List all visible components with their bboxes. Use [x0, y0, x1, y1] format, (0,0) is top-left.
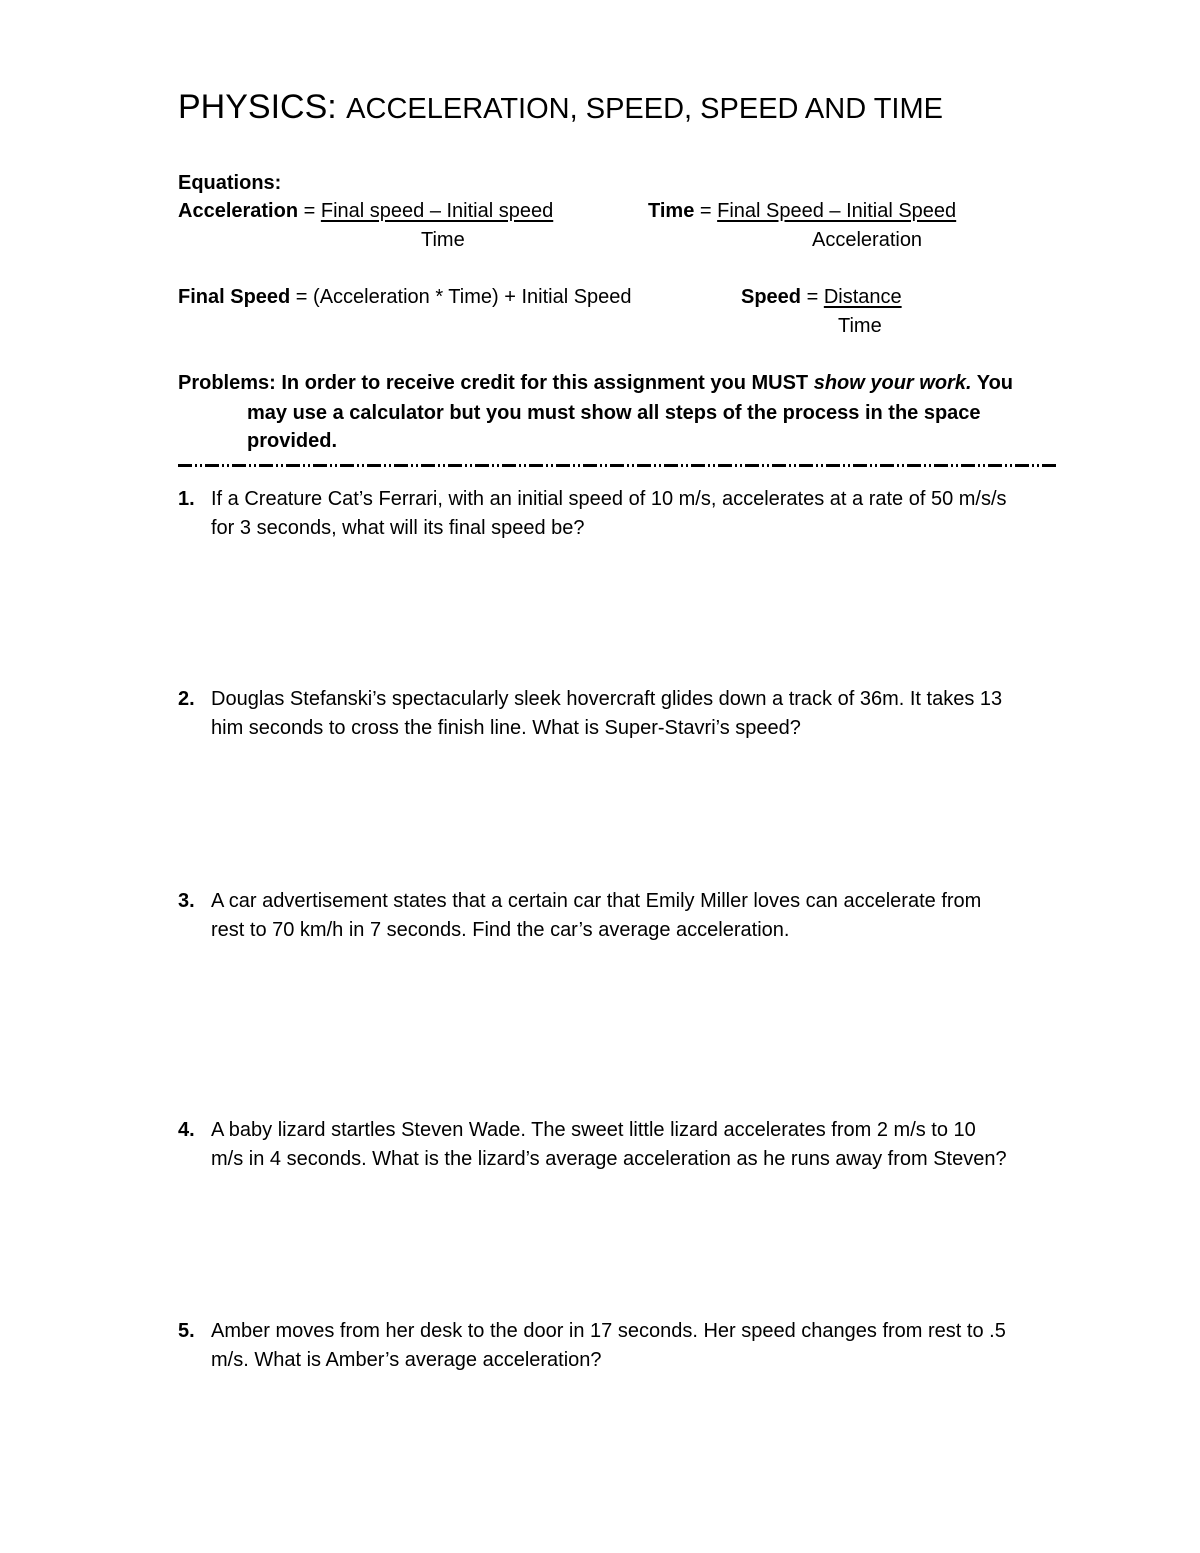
equation-final-speed [178, 286, 632, 309]
problem-text-line-2: m/s. What is Amber’s average acceleration? [211, 1349, 602, 1371]
problem-item [178, 688, 1003, 739]
instructions-line-1 [178, 372, 1013, 395]
problem-number: 3. [178, 890, 195, 912]
equation-expression: = (Acceleration * Time) + Initial Speed [290, 286, 632, 308]
equation-label: Acceleration [178, 200, 299, 222]
instructions-emphasis: show your work. [813, 372, 972, 394]
equation-denominator: Time [421, 229, 465, 251]
problem-item [178, 488, 1007, 539]
dashed-divider [178, 464, 1059, 467]
problem-number: 1. [178, 488, 195, 510]
equation-label: Time [648, 200, 695, 222]
equals-sign: = [694, 200, 718, 222]
equation-numerator: Final Speed – Initial Speed [717, 200, 957, 222]
equals-sign: = [298, 200, 321, 222]
problem-text-line-1: Douglas Stefanski’s spectacularly sleek hovercraft glides down a track of 36m. It takes 13 [211, 688, 1003, 710]
instructions-line-3: provided. [247, 430, 338, 452]
equation-denominator: Time [838, 315, 882, 337]
equations-heading: Equations: [178, 172, 282, 194]
title-main: PHYSICS: [178, 88, 347, 126]
equation-label: Speed [741, 286, 802, 308]
problem-text-line-1: Amber moves from her desk to the door in 17 seconds. Her speed changes from rest to .5 [211, 1320, 1006, 1342]
title-rest: ACCELERATION, SPEED, SPEED AND TIME [346, 93, 943, 125]
problem-text-line-2: m/s in 4 seconds. What is the lizard’s average acceleration as he runs away from Steven? [211, 1148, 1007, 1170]
problem-item [178, 1119, 1007, 1170]
problem-text-line-2: for 3 seconds, what will its final speed be? [211, 517, 585, 539]
problem-item [178, 890, 982, 941]
problem-number: 2. [178, 688, 195, 710]
equation-label: Final Speed [178, 286, 291, 308]
equation-time [648, 200, 956, 223]
problem-number: 4. [178, 1119, 195, 1141]
instructions-label: Problems: [178, 372, 276, 394]
problem-number: 5. [178, 1320, 195, 1342]
problem-text-line-1: If a Creature Cat’s Ferrari, with an initial speed of 10 m/s, accelerates at a rate of 50 m/s/s [211, 488, 1007, 510]
instructions-text: In order to receive credit for this assignment you MUST [275, 372, 814, 394]
equation-speed [741, 286, 902, 309]
equation-numerator: Final speed – Initial speed [320, 200, 554, 222]
page-title [178, 88, 943, 127]
instructions-text: You [971, 372, 1013, 394]
problem-text-line-2: rest to 70 km/h in 7 seconds. Find the car’s average acceleration. [211, 919, 790, 941]
problem-text-line-2: him seconds to cross the finish line. What is Super-Stavri’s speed? [211, 717, 801, 739]
problem-item [178, 1320, 1006, 1371]
equation-numerator: Distance [823, 286, 902, 308]
problem-text-line-1: A car advertisement states that a certain car that Emily Miller loves can accelerate from [211, 890, 982, 912]
equation-acceleration [178, 200, 553, 223]
problem-text-line-1: A baby lizard startles Steven Wade. The sweet little lizard accelerates from 2 m/s to 10 [211, 1119, 976, 1141]
equals-sign: = [801, 286, 824, 308]
instructions-line-2: may use a calculator but you must show all steps of the process in the space [247, 402, 981, 424]
equation-denominator: Acceleration [812, 229, 923, 251]
